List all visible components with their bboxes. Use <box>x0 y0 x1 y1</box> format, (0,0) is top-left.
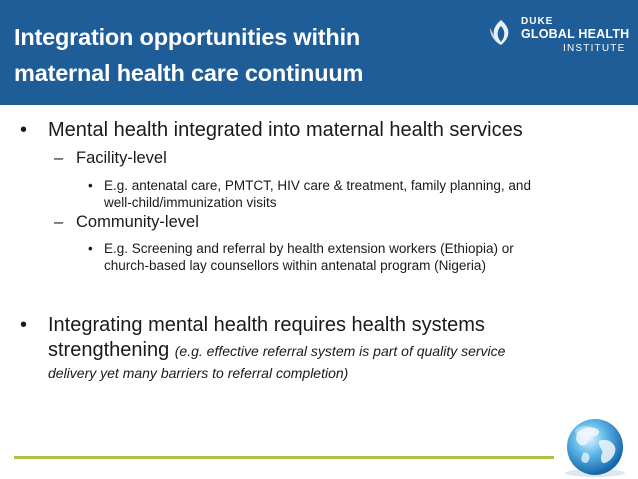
sub-bullet-1-text: Facility-level <box>76 149 167 167</box>
logo-text-global-health: GLOBAL HEALTH <box>521 27 630 41</box>
detail-2-symbol: • <box>88 241 93 256</box>
detail-1-text <box>104 177 624 211</box>
detail-2-text <box>104 240 624 274</box>
bullet-2-line1: Integrating mental health requires health systems <box>48 314 485 336</box>
globe-icon <box>555 411 633 477</box>
duke-global-health-logo <box>486 16 630 60</box>
slide-title-line2: maternal health care continuum <box>14 60 364 86</box>
sub-bullet-2-symbol: – <box>54 213 64 231</box>
detail-2-line2: church-based lay counsellors within antenatal program (Nigeria) <box>104 258 486 273</box>
logo-text-institute: INSTITUTE <box>563 43 626 54</box>
bullet-2-line3-italic: delivery yet many barriers to referral completion) <box>48 365 349 381</box>
bullet-2-line2-main: strengthening <box>48 339 170 361</box>
bullet-2-line2-italic: (e.g. effective referral system is part of quality service <box>174 343 506 359</box>
header-bar <box>0 0 638 105</box>
detail-1-symbol: • <box>88 178 93 193</box>
bullet-2-text <box>48 313 505 383</box>
accent-divider-line <box>14 456 554 459</box>
detail-1-line1: E.g. antenatal care, PMTCT, HIV care & treatment, family planning, and <box>104 178 531 193</box>
bullet-2-line2 <box>48 338 505 364</box>
duke-flame-icon <box>486 18 516 48</box>
logo-text-duke: DUKE <box>521 16 554 27</box>
slide-title <box>14 19 474 91</box>
sub-bullet-2-text: Community-level <box>76 213 199 231</box>
bullet-1-symbol: • <box>20 119 28 141</box>
detail-2-line1: E.g. Screening and referral by health extension workers (Ethiopia) or <box>104 241 514 256</box>
slide-title-line1: Integration opportunities within <box>14 24 361 50</box>
sub-bullet-1-symbol: – <box>54 149 64 167</box>
bullet-2-symbol: • <box>20 314 28 336</box>
detail-1-line2: well-child/immunization visits <box>104 195 277 210</box>
bullet-1-text: Mental health integrated into maternal health services <box>48 119 523 141</box>
